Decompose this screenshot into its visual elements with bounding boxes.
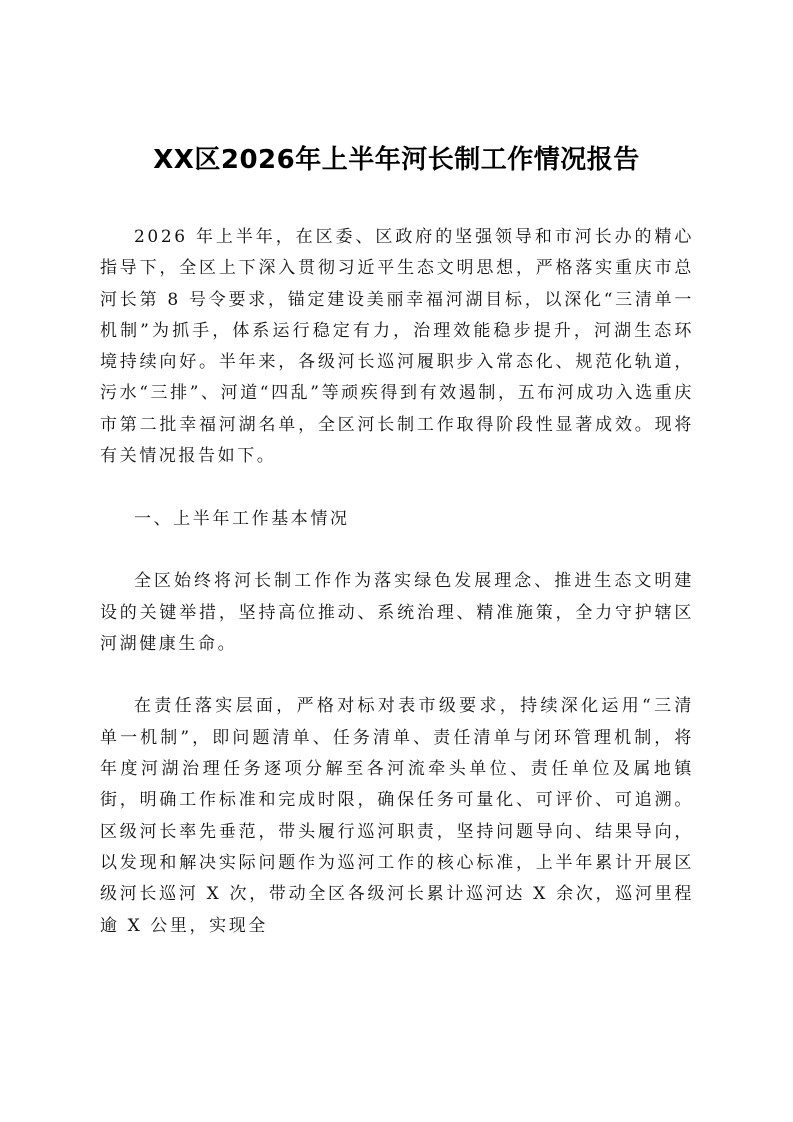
section-heading: 一、上半年工作基本情况 — [134, 508, 350, 529]
body-paragraph: 全区始终将河长制工作作为落实绿色发展理念、推进生态文明建设的关键举措，坚持高位推动、系统治理、精准施策，全力守护辖区河湖健康生命。 — [100, 571, 694, 654]
body-paragraph: 在责任落实层面，严格对标对表市级要求，持续深化运用“三清单一机制”，即问题清单、任务清单、责任清单与闭环管理机制，将年度河湖治理任务逐项分解至各河流牵头单位、责任单位及属地镇街，明确工作标准和完成时限，确保任务可量化、可评价、可追溯。区级河长率先垂范，带头履行巡河职责，坚持问题导向、结果导向，以发现和解决实际问题作为巡河工作的核心标准，上半年累计开展区级河长巡河 X 次，带动全区各级河长累计巡河达 X 余次，巡河里程逾 X 公里，实现全 — [100, 696, 694, 936]
document-body — [100, 222, 694, 973]
document-title: XX区2026年上半年河长制工作情况报告 — [153, 145, 640, 175]
intro-paragraph: 2026 年上半年，在区委、区政府的坚强领导和市河长办的精心指导下，全区上下深入贯彻习近平生态文明思想，严格落实重庆市总河长第 8 号令要求，锚定建设美丽幸福河湖目标，以深化“三清单一机制”为抓手，体系运行稳定有力，治理效能稳步提升，河湖生态环境持续向好。半年来，各级河长巡河履职步入常态化、规范化轨道，污水“三排”、河道“四乱”等顽疾得到有效遏制，五布河成功入选重庆市第二批幸福河湖名单，全区河长制工作取得阶段性显著成效。现将有关情况报告如下。 — [100, 227, 694, 467]
